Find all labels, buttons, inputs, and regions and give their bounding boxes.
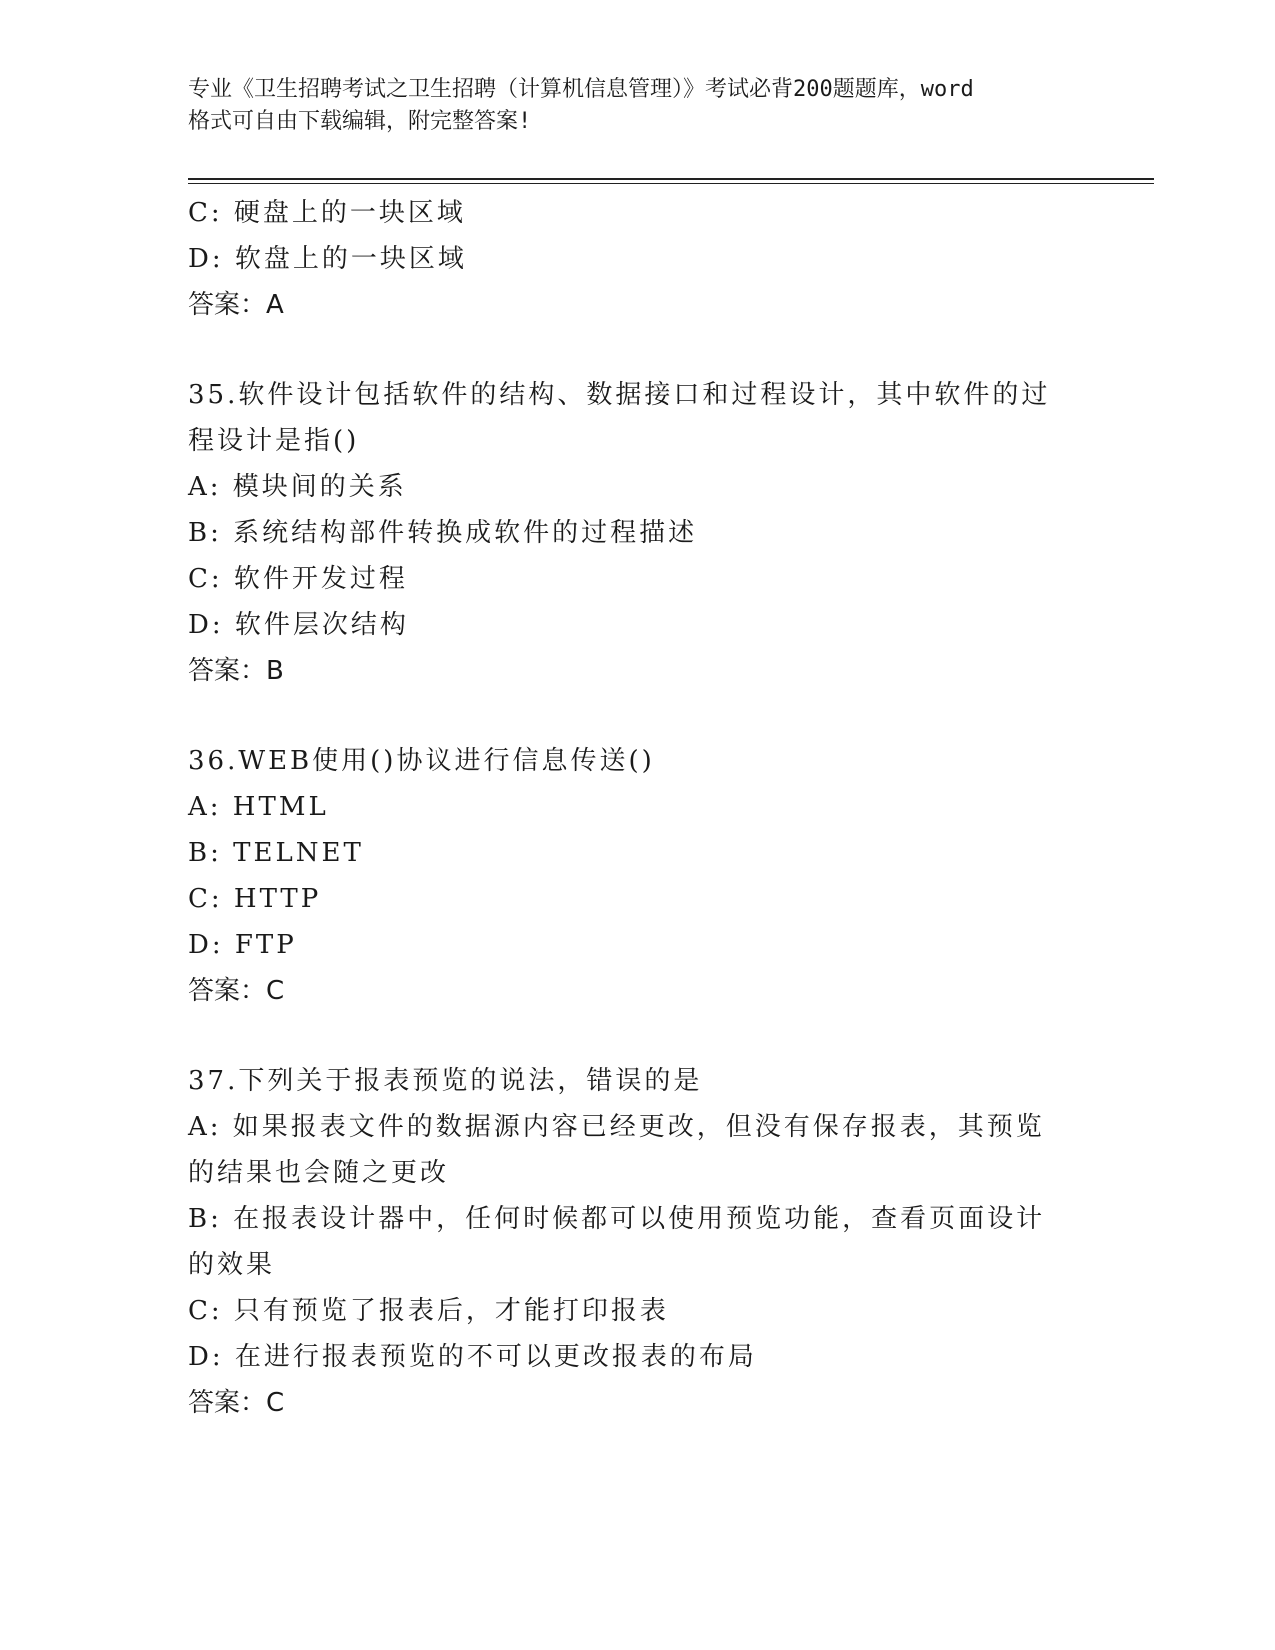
document-body (188, 190, 1068, 1426)
option-c: C: 只有预览了报表后，才能打印报表 (188, 1296, 669, 1326)
header-rule-thin (188, 183, 1154, 184)
question-text: 37.下列关于报表预览的说法，错误的是 (188, 1066, 703, 1096)
question-34-tail (188, 190, 1068, 328)
option-c: C: 软件开发过程 (188, 564, 408, 594)
answer: 答案：C (188, 976, 285, 1006)
header-line-1: 专业《卫生招聘考试之卫生招聘（计算机信息管理）》考试必背200题题库，word (188, 77, 974, 102)
option-b: B: 在报表设计器中，任何时候都可以使用预览功能，查看页面设计的效果 (188, 1204, 1046, 1280)
question-37 (188, 1058, 1068, 1426)
option-a: A: 模块间的关系 (188, 472, 407, 502)
answer: 答案：B (188, 656, 284, 686)
option-d: D: 在进行报表预览的不可以更改报表的布局 (188, 1342, 757, 1372)
header-line-2: 格式可自由下载编辑，附完整答案! (188, 109, 532, 134)
option-b: B: 系统结构部件转换成软件的过程描述 (188, 518, 698, 548)
answer: 答案：A (188, 290, 284, 320)
option-d: D: FTP (188, 930, 297, 960)
question-35 (188, 372, 1068, 694)
option-c: C: HTTP (188, 884, 322, 914)
document-header (188, 74, 1088, 138)
option-a: A: HTML (188, 792, 329, 822)
option-b: B: TELNET (188, 838, 364, 868)
option-d: D: 软盘上的一块区域 (188, 244, 467, 274)
option-c: C: 硬盘上的一块区域 (188, 198, 466, 228)
question-text: 35.软件设计包括软件的结构、数据接口和过程设计，其中软件的过程设计是指() (188, 380, 1051, 456)
option-d: D: 软件层次结构 (188, 610, 409, 640)
header-rule (188, 178, 1154, 180)
option-a: A: 如果报表文件的数据源内容已经更改，但没有保存报表，其预览的结果也会随之更改 (188, 1112, 1045, 1188)
answer: 答案：C (188, 1388, 285, 1418)
question-text: 36.WEB使用()协议进行信息传送() (188, 746, 655, 776)
question-36 (188, 738, 1068, 1014)
